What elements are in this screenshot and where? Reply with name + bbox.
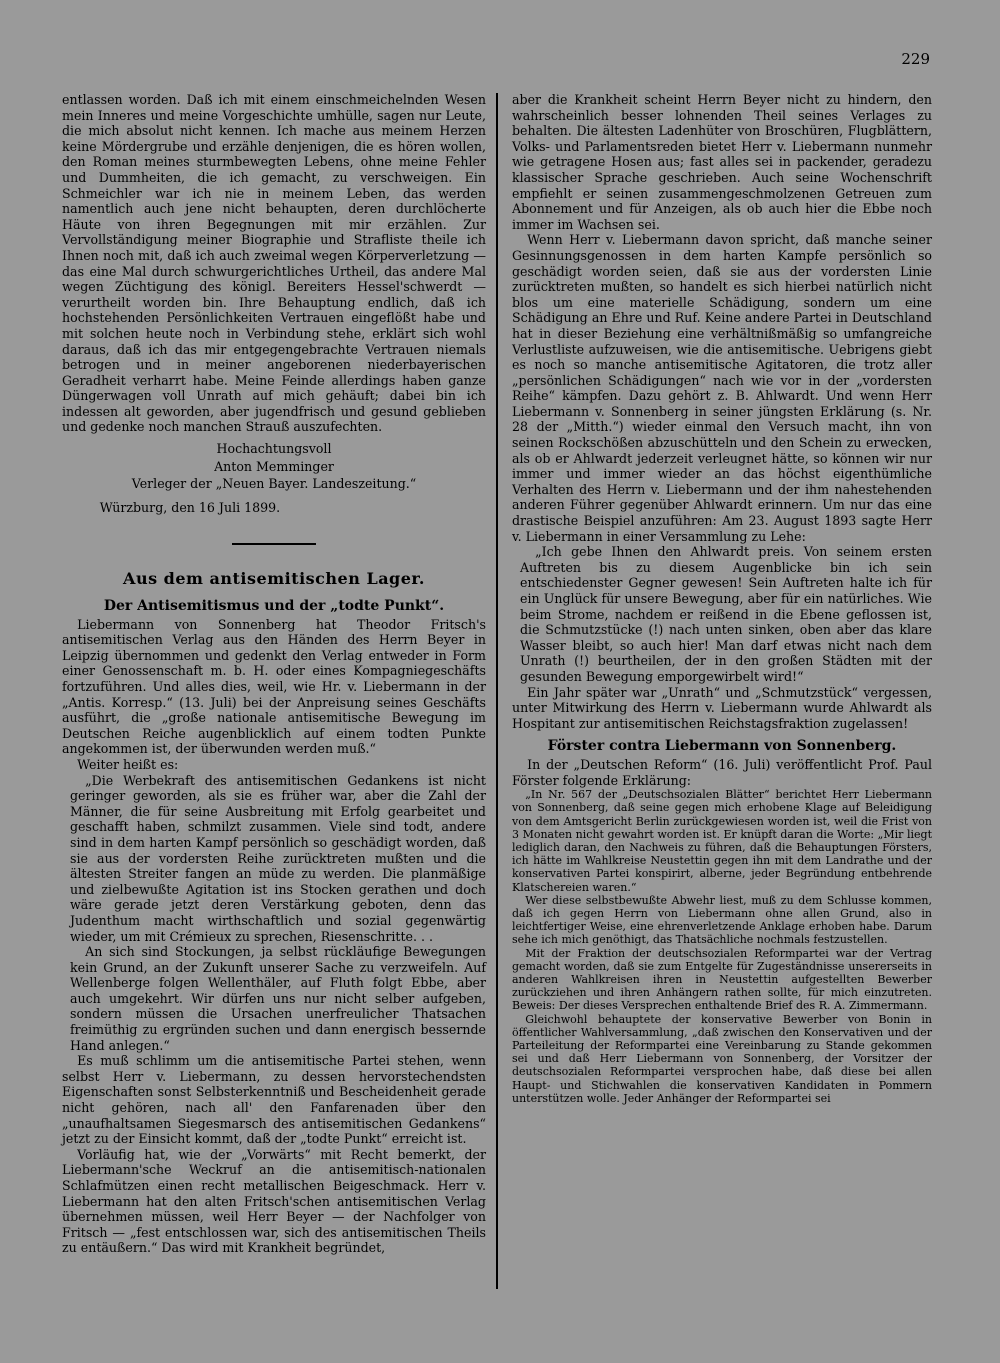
signature-name: Anton Memminger bbox=[214, 458, 334, 474]
quote-paragraph: „Die Werbekraft des antisemitischen Gedankens ist nicht geringer geworden, als sie es früher war, aber die Zahl der Männer, die für seine Ausbreitung mit Erfolg gearbeitet und geschafft haben, schmilzt zusammen. Viele sind todt, andere sind in dem harten Kampf persönlich so geschädigt worden, daß sie aus der vordersten Reihe zurücktreten mußten und die ältesten Streiter fangen an müde zu werden. Die planmäßige und zielbewußte Agitation ist ins Stocken gerathen und doch wäre gerade jetzt deren Verstärkung geboten, denn das Judenthum macht wirthschaftlich und sozial gegenwärtig wieder, um mit Crémieux zu sprechen, Riesenschritte. . . bbox=[70, 772, 486, 944]
intro-paragraph: In der „Deutschen Reform“ (16. Juli) veröffentlicht Prof. Paul Förster folgende Erklärung: bbox=[512, 756, 932, 788]
body-paragraph: Liebermann von Sonnenberg hat Theodor Fritsch's antisemitischen Verlag aus den Händen des Herrn Beyer in Leipzig übernommen und gedenkt den Verlag entweder in Form einer Genossenschaft m. b. H. oder eines Kompagniegeschäfts fortzuführen. Und alles dies, weil, wie Hr. v. Liebermann in der „Antis. Korresp.“ (13. Juli) bei der Anpreisung seines Geschäfts ausführt, die „große nationale antisemitische Bewegung im Deutschen Reiche augenblicklich auf einem todten Punkte angekommen ist, der überwunden werden muß.“ bbox=[62, 616, 486, 757]
declaration-block bbox=[512, 788, 932, 1105]
small-paragraph: Gleichwohl behauptete der konservative Bewerber von Bonin in öffentlicher Wahlversammlung, „daß zwischen den Konservativen und der Parteileitung der Reformpartei eine Vereinbarung zu Stande gekommen sei und daß Herr Liebermann von Sonnenberg, der Vorsitzer der deutschsozialen Reformpartei versprochen habe, daß diese bei allen Haupt- und Stichwahlen die konservativen Kandidaten in Pommern unterstützen wolle. Jeder Anhänger der Reformpartei sei bbox=[512, 1012, 932, 1105]
quote-paragraph: An sich sind Stockungen, ja selbst rückläufige Bewegungen kein Grund, an der Zukunft unserer Sache zu verzweifeln. Auf Wellenberge folgen Wellenthäler, auf Fluth folgt Ebbe, aber auch umgekehrt. Wir dürfen uns nur nicht selber aufgeben, sondern müssen die Ursachen unerfreulicher Thatsachen freimüthig zu ergründen suchen und dann energisch bessernde Hand anlegen.“ bbox=[70, 944, 486, 1053]
section-title: Aus dem antisemitischen Lager. bbox=[123, 569, 425, 589]
body-paragraph: Wenn Herr v. Liebermann davon spricht, daß manche seiner Gesinnungsgenossen in dem harten Kampfe persönlich so geschädigt worden seien, daß sie aus der vordersten Linie zurücktreten mußten, so handelt es sich hierbei natürlich nicht blos um eine materielle Schädigung, sondern um eine Schädigung an Ehre und Ruf. Keine andere Partei in Deutschland hat in dieser Beziehung eine verhältnißmäßig so umfangreiche Verlustliste aufzuweisen, wie die antisemitische. Uebrigens giebt es noch so manche antisemitische Agitatoren, die trotz aller „persönlichen Schädigungen“ nach wie vor in der „vordersten Reihe“ kämpfen. Dazu gehört z. B. Ahlwardt. Und wenn Herr Liebermann v. Sonnenberg in seiner jüngsten Erklärung (s. Nr. 28 der „Mitth.“) wieder einmal den Versuch macht, ihn von seinen Rockschößen abzuschütteln und den Schein zu erwecken, als ob er Ahlwardt jederzeit verleugnet hätte, so können wir nur immer und immer wieder an das höchst eigenthümliche Verhalten des Herrn v. Liebermann und der ihm nahestehenden anderen Führer gegenüber Ahlwardt erinnern. Um nur das eine drastische Beispiel anzuführen: Am 23. August 1893 sagte Herr v. Liebermann in einer Versammlung zu Lehe: bbox=[512, 232, 932, 544]
body-paragraph: aber die Krankheit scheint Herrn Beyer nicht zu hindern, den wahrscheinlich besser lohnenden Theil seines Verlages zu behalten. Die ältesten Ladenhüter von Broschüren, Flugblättern, Volks- und Parlamentsreden bietet Herr v. Liebermann nunmehr wie getragene Hosen aus; fast alles sei in packender, geradezu klassischer Sprache geschrieben. Auch seine Wochenschrift empfiehlt er seinen zusammengeschmolzenen Getreuen zum Abonnement und für Anzeigen, als ob auch hier die Ebbe noch immer im Wachsen sei. bbox=[512, 92, 932, 232]
page-number: 229 bbox=[901, 50, 930, 68]
quote-paragraph: „Ich gebe Ihnen den Ahlwardt preis. Von seinem ersten Auftreten bis zu diesem Augenblicke bin ich sein entschiedenster Gegner gewesen! Sein Auftreten halte ich für ein Unglück für unsere Bewegung, aber für ein natürliches. Wie beim Strome, nachdem er reißend in die Ebene geflossen ist, die Schmutzstücke (!) nach unten sinken, oben aber das klare Wasser bleibt, so auch hier! Man darf etwas nicht nach dem Unrath (!) beurtheilen, der in den großen Städten mit der gesunden Bewegung emporgewirbelt wird!“ bbox=[520, 544, 932, 684]
body-paragraph: Ein Jahr später war „Unrath“ und „Schmutzstück“ vergessen, unter Mitwirkung des Herrn v. Liebermann wurde Ahlwardt als Hospitant zur antisemitischen Reichstagsfraktion zugelassen! bbox=[512, 684, 932, 731]
column-divider bbox=[496, 93, 498, 1289]
small-paragraph: „In Nr. 567 der „Deutschsozialen Blätter“ berichtet Herr Liebermann von Sonnenberg, daß seine gegen mich erhobene Klage auf Beleidigung von dem Amtsgericht Berlin zurückgewiesen worden ist, weil die Frist von 3 Monaten nicht gewahrt worden ist. Er knüpft daran die Worte: „Mir liegt lediglich daran, den Nachweis zu führen, daß die Behauptungen Försters, ich hätte im Wahlkreise Neustettin gegen ihn mit dem Landrathe und der konservativen Partei konspirirt, alberne, jeder Begründung entbehrende Klatschereien waren.“ bbox=[512, 788, 932, 894]
small-paragraph: Wer diese selbstbewußte Abwehr liest, muß zu dem Schlusse kommen, daß ich gegen Herrn von Liebermann ohne allen Grund, also in leichtfertiger Weise, eine ehrenverletzende Anklage erhoben habe. Darum sehe ich mich genöthigt, das Thatsächliche nochmals festzustellen. bbox=[512, 893, 932, 947]
article-title-2: Förster contra Liebermann von Sonnenberg. bbox=[547, 738, 897, 755]
left-column bbox=[62, 92, 486, 1256]
letter-signature bbox=[62, 441, 486, 492]
body-paragraph: Weiter heißt es: bbox=[77, 756, 179, 772]
article-title: Der Antisemitismus und der „todte Punkt“. bbox=[103, 598, 445, 615]
signature-title: Verleger der „Neuen Bayer. Landeszeitung.“ bbox=[131, 476, 417, 492]
letter-paragraph: entlassen worden. Daß ich mit einem einschmeichelnden Wesen mein Inneres und meine Vorgeschichte umhülle, sagen nur Leute, die mich absolut nicht kennen. Ich mache aus meinem Herzen keine Mördergrube und erzähle denjenigen, die es hören wollen, den Roman meines sturmbewegten Lebens, ohne meine Fehler und Dummheiten, die ich gemacht, zu verschweigen. Ein Schmeichler war ich nie in meinem Leben, das werden namentlich auch jene nicht behaupten, deren durchlöcherte Häute von ihren Begegnungen mit mir erzählen. Zur Vervollständigung meiner Biographie und Strafliste theile ich Ihnen noch mit, daß ich auch zweimal wegen Körperverletzung — das eine Mal durch schwurgerichtliches Urtheil, das andere Mal wegen Züchtigung des königl. Bereiters Hessel'schwerdt — verurtheilt worden bin. Ihre Behauptung endlich, daß ich hochstehenden Persönlichkeiten Vertrauen eingeflößt habe und mit solchen heute noch in Verbindung stehe, erklärt sich wohl daraus, daß ich das mir entgegengebrachte Vertrauen niemals betrogen und in meiner angeborenen niederbayerischen Geradheit verharrt habe. Meine Feinde allerdings haben ganze Düngerwagen voll Unrath auf mich gehäuft; dabei bin ich indessen alt geworden, aber jugendfrisch und gesund geblieben und gedenke noch manchen Strauß auszufechten. bbox=[62, 92, 486, 435]
right-column bbox=[512, 92, 932, 1105]
quote-block bbox=[520, 544, 932, 684]
quote-block bbox=[70, 773, 486, 1054]
separator-rule bbox=[232, 543, 316, 545]
body-paragraph: Es muß schlimm um die antisemitische Partei stehen, wenn selbst Herr v. Liebermann, zu dessen hervorstechendsten Eigenschaften sonst Selbsterkenntniß und Bescheidenheit gerade nicht gehören, nach all' den Fanfarenaden über den „unaufhaltsamen Siegesmarsch des antisemitischen Gedankens“ jetzt zu der Einsicht kommt, daß der „todte Punkt“ erreicht ist. bbox=[62, 1053, 486, 1147]
date-line: Würzburg, den 16 Juli 1899. bbox=[99, 499, 281, 515]
closing-text: Hochachtungsvoll bbox=[216, 441, 332, 457]
small-paragraph: Mit der Fraktion der deutschsozialen Reformpartei war der Vertrag gemacht worden, daß sie zum Entgelte für Zugeständnisse unsererseits in anderen Wahlkreisen ihren in Neustettin aufgestellten Bewerber zurückziehen und ihren Anhängern rathen sollte, für mich einzutreten. Beweis: Der dieses Versprechen enthaltende Brief des R. A. Zimmermann. bbox=[512, 946, 932, 1013]
body-paragraph: Vorläufig hat, wie der „Vorwärts“ mit Recht bemerkt, der Liebermann'sche Weckruf an die antisemitisch-nationalen Schlafmützen einen recht metallischen Beigeschmack. Herr v. Liebermann hat den alten Fritsch'schen antisemitischen Verlag übernehmen müssen, weil Herr Beyer — der Nachfolger von Fritsch — „fest entschlossen war, sich des antisemitischen Theils zu entäußern.“ Das wird mit Krankheit begründet, bbox=[62, 1146, 486, 1256]
